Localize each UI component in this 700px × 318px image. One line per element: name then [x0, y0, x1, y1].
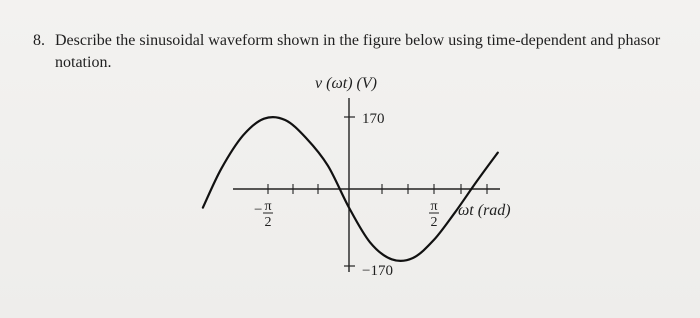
x-axis-label: ωt (rad)	[458, 202, 511, 219]
x-tick-numerator: π	[264, 199, 272, 214]
x-tick-denominator: 2	[430, 215, 438, 230]
x-tick-denominator: 2	[264, 215, 272, 230]
question-text-line2: notation.	[55, 54, 112, 71]
x-tick-sign: −	[254, 202, 263, 218]
y-tick-label-neg170: −170	[362, 263, 393, 279]
question-text-line1: Describe the sinusoidal waveform shown in the figure below using time-dependent and phasor	[55, 32, 661, 49]
x-tick-label-pi-over-2	[429, 199, 439, 230]
y-axis-label: v (ωt) (V)	[315, 75, 377, 92]
question-number: 8.	[33, 32, 45, 49]
x-tick-label-neg-pi-over-2	[254, 199, 273, 230]
x-tick-numerator: π	[430, 199, 438, 214]
y-tick-label-170: 170	[362, 111, 385, 127]
